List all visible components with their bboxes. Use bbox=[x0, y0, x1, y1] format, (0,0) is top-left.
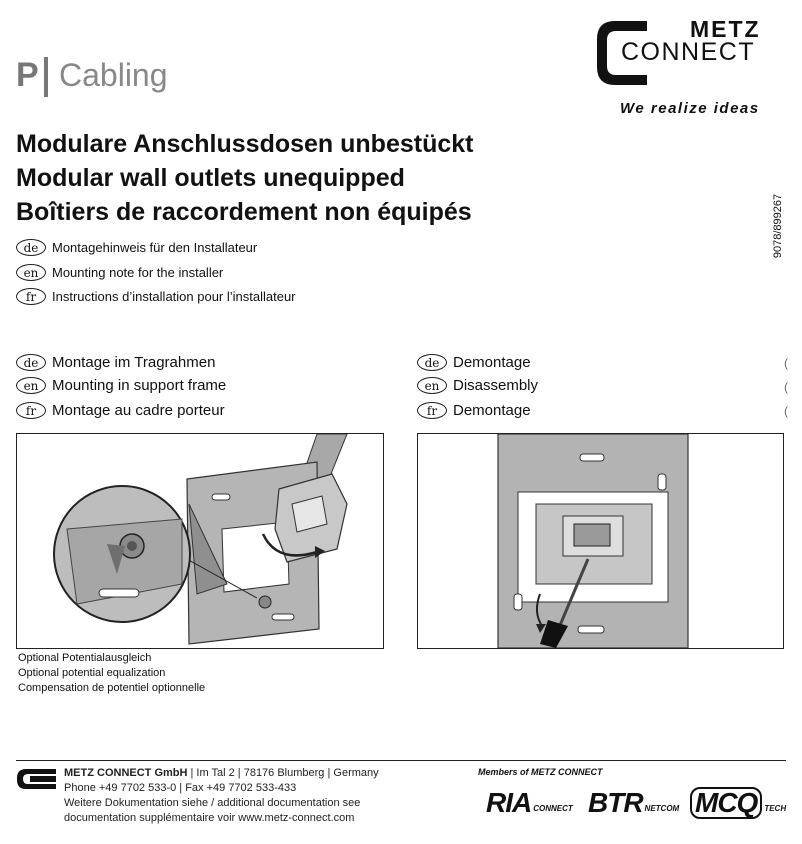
section-left-row-fr bbox=[16, 402, 225, 419]
logo-line1: METZ bbox=[690, 16, 761, 42]
intro-row-en bbox=[16, 264, 223, 281]
figure-mounting bbox=[16, 433, 384, 649]
lang-badge-fr: fr bbox=[16, 402, 46, 419]
section-right-row-en bbox=[417, 377, 538, 394]
member-suffix: NETCOM bbox=[644, 804, 680, 813]
member-logo-ria bbox=[486, 787, 573, 819]
footer-doc-line1: Weitere Dokumentation siehe / additional documentation see bbox=[64, 797, 361, 809]
section-left-text-en: Mounting in support frame bbox=[52, 377, 227, 394]
title-de: Modulare Anschlussdosen unbestückt bbox=[16, 130, 474, 158]
edge-mark: ( bbox=[784, 356, 788, 370]
metz-connect-small-logo-icon bbox=[16, 768, 56, 790]
title-en: Modular wall outlets unequipped bbox=[16, 164, 405, 192]
caption-en: Optional potential equalization bbox=[18, 667, 166, 679]
section-left-text-de: Montage im Tragrahmen bbox=[52, 354, 216, 371]
section-left-row-de bbox=[16, 354, 215, 371]
intro-text-fr: Instructions d’installation pour l’installateur bbox=[52, 289, 296, 304]
edge-mark: ( bbox=[784, 404, 788, 418]
footer-divider bbox=[16, 760, 786, 761]
section-right-text-fr: Demontage bbox=[453, 402, 531, 419]
lang-badge-de: de bbox=[16, 354, 46, 371]
lang-badge-de: de bbox=[16, 239, 46, 256]
disassembly-illustration bbox=[418, 434, 783, 648]
intro-text-de: Montagehinweis für den Installateur bbox=[52, 240, 258, 255]
section-right-row-de bbox=[417, 354, 531, 371]
caption-fr: Compensation de potentiel optionnelle bbox=[18, 682, 206, 694]
lang-badge-en: en bbox=[16, 264, 46, 281]
intro-row-de bbox=[16, 239, 257, 256]
member-name: MCQ bbox=[690, 787, 762, 819]
section-right-text-en: Disassembly bbox=[453, 377, 539, 394]
footer-address: | Im Tal 2 | 78176 Blumberg | Germany bbox=[187, 767, 379, 779]
lang-badge-de: de bbox=[417, 354, 447, 371]
logo-line2: CONNECT bbox=[621, 38, 756, 66]
edge-mark: ( bbox=[784, 380, 788, 394]
member-suffix: TECH bbox=[764, 804, 787, 813]
figure-disassembly bbox=[417, 433, 784, 649]
header-category: Cabling bbox=[59, 57, 168, 93]
member-suffix: CONNECT bbox=[533, 804, 573, 813]
footer-phone: Phone +49 7702 533-0 | Fax +49 7702 533-433 bbox=[64, 782, 297, 794]
intro-text-en: Mounting note for the installer bbox=[52, 265, 224, 280]
footer-company: METZ CONNECT GmbH bbox=[64, 767, 188, 779]
header-divider bbox=[44, 57, 48, 97]
footer-company-line bbox=[64, 767, 379, 779]
members-label: Members of METZ CONNECT bbox=[478, 767, 603, 777]
lang-badge-en: en bbox=[16, 377, 46, 394]
title-fr: Boîtiers de raccordement non équipés bbox=[16, 198, 472, 226]
document-number: 9078/899267 bbox=[772, 193, 784, 259]
member-name: BTR bbox=[588, 787, 643, 818]
section-right-text-de: Demontage bbox=[453, 354, 531, 371]
section-left-text-fr: Montage au cadre porteur bbox=[52, 402, 225, 419]
lang-badge-fr: fr bbox=[417, 402, 447, 419]
member-name: RIA bbox=[486, 787, 532, 818]
section-right-row-fr bbox=[417, 402, 531, 419]
mounting-illustration bbox=[17, 434, 383, 648]
section-left-row-en bbox=[16, 377, 226, 394]
footer-doc-line2: documentation supplémentaire voir www.metz-connect.com bbox=[64, 812, 355, 824]
lang-badge-en: en bbox=[417, 377, 447, 394]
logo-tagline: We realize ideas bbox=[620, 100, 760, 117]
member-logo-btr bbox=[588, 787, 679, 819]
intro-row-fr bbox=[16, 288, 296, 305]
lang-badge-fr: fr bbox=[16, 288, 46, 305]
member-logo-mcq bbox=[690, 787, 786, 819]
caption-de: Optional Potentialausgleich bbox=[18, 652, 152, 664]
header-prefix: P bbox=[16, 56, 39, 94]
